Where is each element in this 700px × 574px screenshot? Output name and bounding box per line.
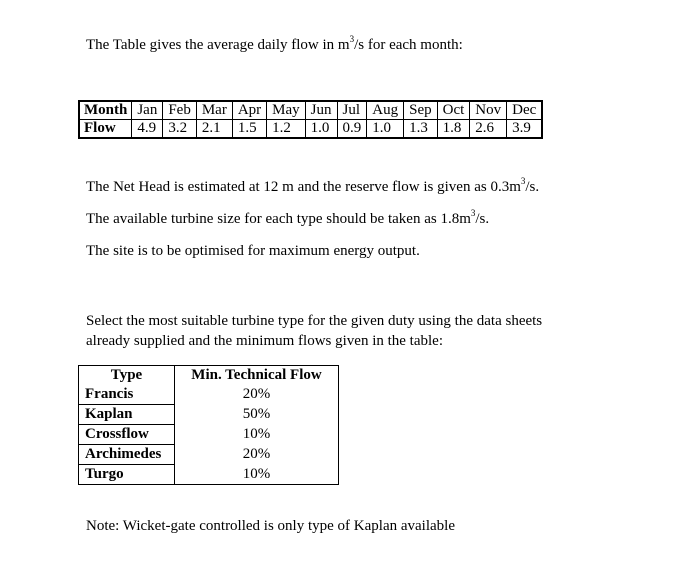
flow-row xyxy=(79,120,542,139)
month-cell: Jul xyxy=(337,101,367,120)
table-row xyxy=(79,465,339,485)
month-cell: Aug xyxy=(367,101,404,120)
turbine-type: Archimedes xyxy=(79,445,175,465)
flow-cell: 3.9 xyxy=(507,120,543,139)
flow-cell: 2.1 xyxy=(196,120,232,139)
turbine-min-flow: 10% xyxy=(175,465,339,485)
table-row xyxy=(79,385,339,405)
flow-cell: 1.0 xyxy=(367,120,404,139)
flow-cell: 1.0 xyxy=(305,120,337,139)
flow-cell: 1.8 xyxy=(437,120,470,139)
optimise-text: The site is to be optimised for maximum energy output. xyxy=(86,243,420,259)
net-head-text: The Net Head is estimated at 12 m and the reserve flow is given as $0.3m^3/s$. xyxy=(86,176,540,195)
turbine-min-flow-table xyxy=(78,365,339,485)
select-text-line-2: already supplied and the minimum flows given in the table: xyxy=(86,333,444,349)
select-text-line-1: Select the most suitable turbine type for the given duty using the data sheets xyxy=(86,313,543,329)
table-row xyxy=(79,425,339,445)
turbine-type: Francis xyxy=(79,385,175,405)
month-cell: Jan xyxy=(132,101,163,120)
month-cell: Jun xyxy=(305,101,337,120)
month-cell: Feb xyxy=(163,101,197,120)
turbine-type: Kaplan xyxy=(79,405,175,425)
month-cell: Apr xyxy=(232,101,266,120)
month-cell: May xyxy=(267,101,306,120)
flow-cell: 0.9 xyxy=(337,120,367,139)
flow-cell: 1.5 xyxy=(232,120,266,139)
turbine-type: Turgo xyxy=(79,465,175,485)
month-row xyxy=(79,101,542,120)
month-cell: Nov xyxy=(470,101,507,120)
flow-cell: 1.2 xyxy=(267,120,306,139)
note-text: Note: Wicket-gate controlled is only type of Kaplan available xyxy=(86,518,455,534)
flow-cell: 3.2 xyxy=(163,120,197,139)
type-column-header: Type xyxy=(79,366,175,386)
flow-cell: 1.3 xyxy=(404,120,438,139)
turbine-table-header xyxy=(79,366,339,386)
flow-cell: 2.6 xyxy=(470,120,507,139)
month-cell: Dec xyxy=(507,101,543,120)
flow-cell: 4.9 xyxy=(132,120,163,139)
month-cell: Sep xyxy=(404,101,438,120)
flow-row-header: Flow xyxy=(79,120,132,139)
min-flow-column-header: Min. Technical Flow xyxy=(175,366,339,386)
month-cell: Mar xyxy=(196,101,232,120)
turbine-min-flow: 20% xyxy=(175,445,339,465)
turbine-type: Crossflow xyxy=(79,425,175,445)
monthly-flow-table xyxy=(78,100,543,139)
turbine-size-text: The available turbine size for each type should be taken as $1.8m^3/s$. xyxy=(86,208,490,227)
table-row xyxy=(79,405,339,425)
turbine-min-flow: 10% xyxy=(175,425,339,445)
month-cell: Oct xyxy=(437,101,470,120)
turbine-min-flow: 20% xyxy=(175,385,339,405)
table-row xyxy=(79,445,339,465)
month-row-header: Month xyxy=(79,101,132,120)
turbine-min-flow: 50% xyxy=(175,405,339,425)
intro-text: The Table gives the average daily flow in $m^3/s$ for each month: xyxy=(86,34,463,53)
